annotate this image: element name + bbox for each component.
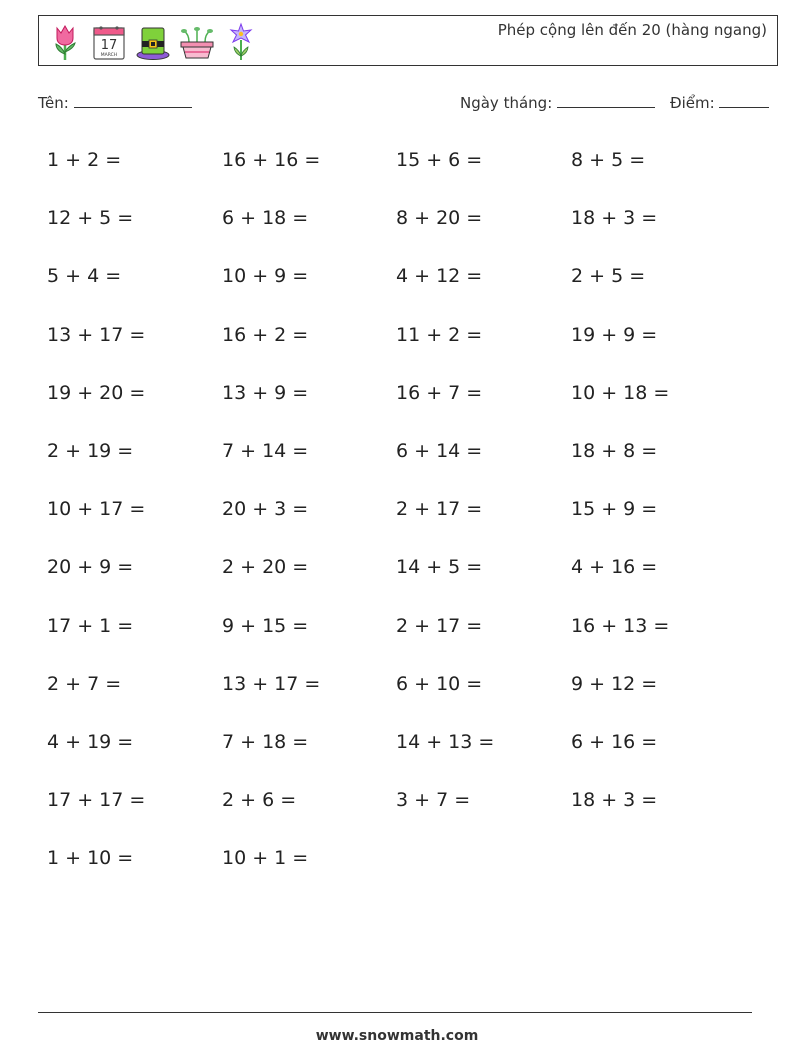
name-field [38, 94, 192, 112]
problem-6-2: 7 + 14 = [222, 440, 309, 462]
problem-11-1: 4 + 19 = [47, 731, 134, 753]
problem-6-1: 2 + 19 = [47, 440, 134, 462]
problem-4-1: 13 + 17 = [47, 323, 146, 346]
problem-9-1: 17 + 1 = [47, 614, 134, 637]
problem-6-3: 6 + 14 = [396, 440, 483, 462]
name-label: Tên: [38, 94, 69, 112]
problem-1-4: 8 + 5 = [571, 149, 646, 171]
problem-12-4: 18 + 3 = [571, 789, 658, 812]
problem-4-2: 16 + 2 = [222, 323, 309, 346]
problem-9-3: 2 + 17 = [396, 614, 483, 637]
worksheet-title: Phép cộng lên đến 20 (hàng ngang) [497, 21, 767, 39]
problem-13-1: 1 + 10 = [47, 847, 134, 870]
problem-11-4: 6 + 16 = [571, 731, 658, 753]
problem-8-1: 20 + 9 = [47, 556, 134, 579]
problem-4-3: 11 + 2 = [396, 323, 483, 346]
worksheet-header [38, 15, 778, 66]
calendar-icon [91, 22, 127, 62]
problem-3-4: 2 + 5 = [571, 265, 646, 288]
sprout-pot-icon [179, 22, 215, 62]
problem-8-4: 4 + 16 = [571, 556, 658, 579]
problem-9-2: 9 + 15 = [222, 614, 309, 637]
problem-1-3: 15 + 6 = [396, 149, 483, 171]
calendar-month: MARCH [100, 53, 118, 58]
problem-10-1: 2 + 7 = [47, 672, 122, 695]
problem-10-2: 13 + 17 = [222, 672, 321, 695]
date-blank [557, 95, 655, 108]
problem-12-2: 2 + 6 = [222, 789, 297, 812]
problem-8-2: 2 + 20 = [222, 556, 309, 579]
problem-11-3: 14 + 13 = [396, 731, 495, 753]
problem-10-3: 6 + 10 = [396, 672, 483, 695]
footer-divider [38, 1012, 752, 1013]
problem-1-1: 1 + 2 = [47, 149, 122, 171]
score-label: Điểm: [670, 94, 715, 112]
problem-12-1: 17 + 17 = [47, 789, 146, 812]
problem-6-4: 18 + 8 = [571, 440, 658, 462]
problem-5-4: 10 + 18 = [571, 381, 670, 404]
footer-website: www.snowmath.com [315, 1028, 479, 1044]
date-field [460, 94, 655, 112]
calendar-day: 17 [100, 38, 118, 53]
problem-10-4: 9 + 12 = [571, 672, 658, 695]
problem-2-3: 8 + 20 = [396, 207, 483, 230]
problem-13-2: 10 + 1 = [222, 847, 309, 870]
score-field [670, 94, 769, 112]
problem-12-3: 3 + 7 = [396, 789, 471, 812]
date-label: Ngày tháng: [460, 94, 553, 112]
problem-5-3: 16 + 7 = [396, 381, 483, 404]
problem-7-1: 10 + 17 = [47, 498, 146, 521]
problem-4-4: 19 + 9 = [571, 323, 658, 346]
problem-7-3: 2 + 17 = [396, 498, 483, 521]
problem-1-2: 16 + 16 = [222, 149, 321, 171]
header-icons [47, 20, 259, 64]
problem-3-3: 4 + 12 = [396, 265, 483, 288]
problem-2-1: 12 + 5 = [47, 207, 134, 230]
problem-3-1: 5 + 4 = [47, 265, 122, 288]
problem-7-4: 15 + 9 = [571, 498, 658, 521]
name-blank [74, 95, 192, 108]
problem-2-2: 6 + 18 = [222, 207, 309, 230]
problem-2-4: 18 + 3 = [571, 207, 658, 230]
problem-5-1: 19 + 20 = [47, 381, 146, 404]
problem-7-2: 20 + 3 = [222, 498, 309, 521]
leprechaun-hat-icon [135, 22, 171, 62]
flower-icon [223, 22, 259, 62]
problem-8-3: 14 + 5 = [396, 556, 483, 579]
score-blank [719, 95, 769, 108]
problem-9-4: 16 + 13 = [571, 614, 670, 637]
problem-3-2: 10 + 9 = [222, 265, 309, 288]
tulip-icon [47, 22, 83, 62]
problem-5-2: 13 + 9 = [222, 381, 309, 404]
problem-11-2: 7 + 18 = [222, 731, 309, 753]
